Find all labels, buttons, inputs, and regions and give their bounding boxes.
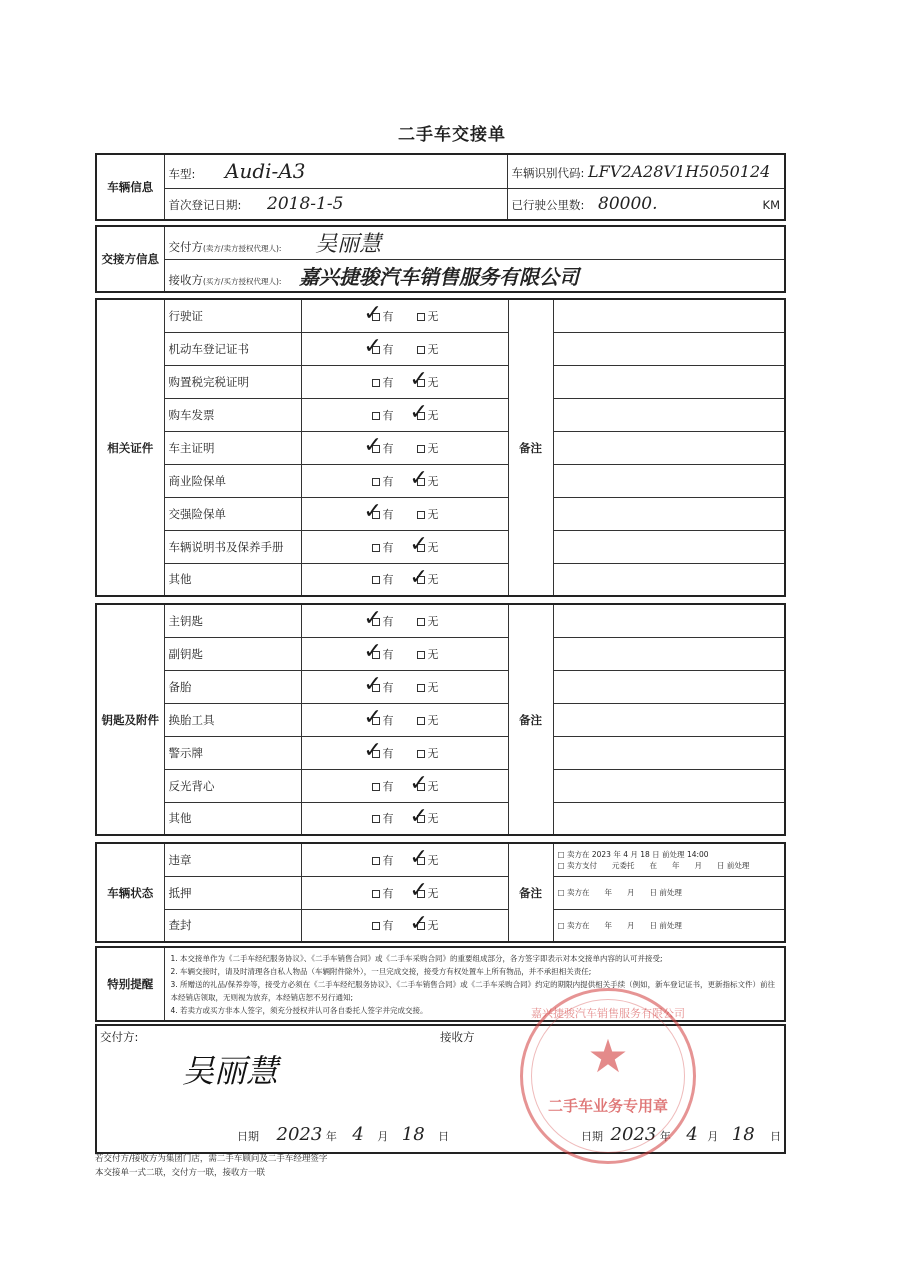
mileage-unit: KM (762, 197, 780, 212)
checklist-row (96, 431, 785, 464)
remark-header: 备注 (508, 843, 553, 942)
option-yes-label: 有 (382, 919, 394, 933)
keys-table (95, 603, 786, 836)
deliverer-sign-label: 交付方: (100, 1030, 139, 1044)
receiver-cell (164, 259, 785, 292)
option-no[interactable] (417, 440, 439, 456)
option-no[interactable] (417, 308, 439, 324)
option-no-label: 无 (427, 408, 439, 422)
notes-header: 特别提醒 (96, 947, 164, 1021)
option-no-label: 无 (427, 507, 439, 521)
status-remark-line[interactable] (553, 909, 785, 942)
handwritten-check-icon: ✓ (409, 803, 428, 829)
item-label: 其他 (164, 563, 301, 596)
option-no[interactable] (417, 613, 439, 629)
option-no-label: 无 (427, 919, 439, 933)
checkbox-icon[interactable] (372, 890, 380, 898)
yes-no-options (301, 843, 508, 876)
checklist-row (96, 802, 785, 835)
checklist-row (96, 530, 785, 563)
option-yes[interactable] (372, 810, 394, 826)
option-yes-label: 有 (382, 680, 394, 694)
checkbox-icon[interactable] (372, 857, 380, 865)
remark-field[interactable] (553, 703, 785, 736)
yes-no-options (301, 365, 508, 398)
handwritten-check-icon: ✓ (409, 531, 428, 557)
handwritten-check-icon: ✓ (363, 606, 382, 631)
item-label: 机动车登记证书 (164, 332, 301, 365)
option-yes-label: 有 (382, 886, 394, 900)
checklist-row (96, 398, 785, 431)
deliverer-note: (卖方/卖方授权代理人): (203, 244, 282, 254)
checkbox-icon[interactable] (372, 544, 380, 552)
page-title: 二手车交接单 (398, 125, 506, 145)
checkbox-icon[interactable] (372, 576, 380, 584)
item-label: 商业险保单 (164, 464, 301, 497)
option-no-label: 无 (427, 540, 439, 554)
item-label: 违章 (164, 843, 301, 876)
checklist-row (96, 299, 785, 332)
checklist-row (96, 736, 785, 769)
documents-table (95, 298, 786, 597)
date-label: 日期 (581, 1130, 603, 1143)
remark-field[interactable] (553, 464, 785, 497)
item-label: 购置税完税证明 (164, 365, 301, 398)
option-no-label: 无 (427, 886, 439, 900)
item-label: 车辆说明书及保养手册 (164, 530, 301, 563)
option-no-label: 无 (427, 375, 439, 389)
month-unit: 月 (707, 1130, 719, 1143)
option-yes-label: 有 (382, 614, 394, 628)
handwritten-check-icon: ✓ (409, 465, 428, 491)
option-no-label: 无 (427, 647, 439, 661)
note-line: 4. 若卖方或买方非本人签字，须充分授权并认可各自委托人签字并完成交接。 (170, 1005, 428, 1015)
yes-no-options (301, 497, 508, 530)
option-yes[interactable] (372, 473, 394, 489)
date-year[interactable]: 2023 (276, 1124, 323, 1145)
stamp-ring-text: 嘉兴捷骏汽车销售服务有限公司 (531, 1007, 685, 1020)
handwritten-check-icon: ✓ (363, 333, 382, 359)
year-unit: 年 (325, 1130, 337, 1143)
reg-date-cell (164, 188, 507, 220)
checkbox-icon[interactable] (372, 478, 380, 486)
checklist-row (96, 365, 785, 398)
option-no[interactable] (417, 341, 439, 357)
handwritten-check-icon: ✓ (409, 845, 428, 870)
item-label: 交强险保单 (164, 497, 301, 530)
stamp-text: 二手车业务专用章 (547, 1097, 668, 1115)
remark-field[interactable] (553, 563, 785, 596)
option-no-label: 无 (427, 309, 439, 323)
model-value[interactable]: Audi-A3 (225, 159, 306, 184)
checkbox-icon[interactable] (417, 313, 425, 321)
option-yes[interactable] (372, 407, 394, 423)
checklist-row (96, 497, 785, 530)
option-no-label: 无 (427, 474, 439, 488)
footer-note-1: 若交付方/接收方为集团门店，需二手车顾问及二手车经理签字 (95, 1154, 328, 1164)
checklist-row (96, 670, 785, 703)
option-yes-label: 有 (382, 408, 394, 422)
checkbox-icon[interactable] (372, 412, 380, 420)
checkbox-icon[interactable] (417, 346, 425, 354)
checkbox-icon[interactable] (372, 815, 380, 823)
remark-field[interactable] (553, 802, 785, 835)
day-unit: 日 (438, 1130, 450, 1143)
option-yes-label: 有 (382, 746, 394, 760)
handwritten-check-icon: ✓ (363, 737, 382, 763)
option-no-label: 无 (427, 812, 439, 826)
option-no-label: 无 (427, 779, 439, 793)
keys-header: 钥匙及附件 (96, 604, 164, 835)
deliverer-value[interactable]: 吴丽慧 (315, 232, 382, 258)
option-no-label: 无 (427, 853, 439, 867)
date-month[interactable]: 4 (352, 1124, 364, 1145)
yes-no-options (301, 299, 508, 332)
remark-header: 备注 (508, 299, 553, 596)
date-year[interactable]: 2023 (610, 1124, 657, 1145)
remark-field[interactable] (553, 769, 785, 802)
yes-no-options (301, 431, 508, 464)
status-remark-line[interactable] (553, 876, 785, 909)
deliverer-date (237, 1124, 449, 1145)
remark-field[interactable] (553, 497, 785, 530)
checklist-row (96, 769, 785, 802)
item-label: 副钥匙 (164, 637, 301, 670)
option-yes[interactable] (372, 852, 394, 868)
mileage-cell (507, 188, 785, 220)
month-unit: 月 (377, 1130, 389, 1143)
option-yes-label: 有 (382, 812, 394, 826)
option-yes[interactable] (372, 778, 394, 794)
checklist-row (96, 703, 785, 736)
footer-note-2: 本交接单一式二联，交付方一联，接收方一联 (95, 1168, 266, 1178)
handwritten-check-icon: ✓ (363, 671, 382, 697)
receiver-note: (买方/买方授权代理人): (203, 276, 282, 286)
remark-field[interactable] (553, 637, 785, 670)
option-no-label: 无 (427, 713, 439, 727)
handwritten-check-icon: ✓ (409, 910, 428, 936)
handwritten-check-icon: ✓ (363, 638, 382, 664)
date-day[interactable]: 18 (401, 1124, 425, 1145)
deliverer-label: 交付方 (168, 240, 203, 255)
checkbox-icon[interactable] (417, 511, 425, 519)
item-label: 换胎工具 (164, 703, 301, 736)
checkbox-icon[interactable] (417, 651, 425, 659)
yes-no-options (301, 909, 508, 942)
item-label: 抵押 (164, 876, 301, 909)
option-yes[interactable] (372, 917, 394, 933)
yes-no-options (301, 604, 508, 637)
company-stamp (520, 988, 696, 1164)
model-label: 车型: (168, 167, 196, 182)
remark-field[interactable] (553, 736, 785, 769)
option-yes-label: 有 (382, 540, 394, 554)
date-month[interactable]: 4 (686, 1124, 698, 1145)
option-yes-label: 有 (382, 342, 394, 356)
yes-no-options (301, 703, 508, 736)
stamp-star-icon: ★ (587, 1029, 629, 1083)
option-no-label: 无 (427, 573, 439, 587)
handwritten-check-icon: ✓ (363, 498, 382, 524)
checkbox-icon[interactable] (417, 684, 425, 692)
handwritten-check-icon: ✓ (409, 877, 428, 903)
yes-no-options (301, 802, 508, 835)
remark-field[interactable] (553, 530, 785, 563)
option-yes[interactable] (372, 374, 394, 390)
deliverer-cell (164, 226, 785, 259)
receiver-value[interactable]: 嘉兴捷骏汽车销售服务有限公司 (299, 264, 580, 289)
remark-field[interactable] (553, 299, 785, 332)
vin-value[interactable]: LFV2A28V1H5050124 (588, 161, 771, 181)
note-line: 1. 本交接单作为《二手车经纪服务协议》、《二手车销售合同》或《二手车采购合同》的重要组成部分，各方签字即表示对本交接单内容的认可并接受; (170, 953, 663, 963)
item-label: 主钥匙 (164, 604, 301, 637)
remark-field[interactable] (553, 332, 785, 365)
checkbox-icon[interactable] (372, 379, 380, 387)
remark-header: 备注 (508, 604, 553, 835)
option-yes-label: 有 (382, 507, 394, 521)
parties-table (95, 225, 786, 293)
option-yes-label: 有 (382, 853, 394, 867)
checkbox-icon[interactable] (417, 717, 425, 725)
yes-no-options (301, 530, 508, 563)
vehicle-info-table (95, 153, 786, 221)
option-no-label: 无 (427, 441, 439, 455)
yes-no-options (301, 332, 508, 365)
yes-no-options (301, 670, 508, 703)
checkbox-icon[interactable] (372, 922, 380, 930)
option-yes-label: 有 (382, 474, 394, 488)
checklist-row (96, 637, 785, 670)
option-yes[interactable] (372, 539, 394, 555)
model-cell (164, 154, 507, 188)
option-no[interactable] (417, 679, 439, 695)
status-header: 车辆状态 (96, 843, 164, 942)
handwritten-check-icon: ✓ (409, 366, 428, 392)
item-label: 查封 (164, 909, 301, 942)
item-label: 警示牌 (164, 736, 301, 769)
item-label: 备胎 (164, 670, 301, 703)
yes-no-options (301, 769, 508, 802)
day-unit: 日 (770, 1130, 782, 1143)
vehicle-info-header: 车辆信息 (96, 154, 164, 220)
handwritten-check-icon: ✓ (409, 399, 428, 425)
yes-no-options (301, 563, 508, 596)
checklist-row (96, 464, 785, 497)
note-line: 2. 车辆交接时，请及时清理各自私人物品（车辆附件除外），一旦完成交接，接受方有权处置车上所有物品，并不承担相关责任; (170, 966, 592, 976)
remark-field[interactable] (553, 398, 785, 431)
receiver-sign-label: 接收方 (440, 1030, 475, 1044)
checklist-row (96, 909, 785, 942)
reg-date-value[interactable]: 2018-1-5 (267, 193, 344, 214)
handwritten-check-icon: ✓ (409, 770, 428, 796)
remark-field[interactable] (553, 604, 785, 637)
vin-cell (507, 154, 785, 188)
vin-label: 车辆识别代码: (511, 165, 585, 180)
yes-no-options (301, 398, 508, 431)
option-yes-label: 有 (382, 309, 394, 323)
item-label: 车主证明 (164, 431, 301, 464)
handwritten-check-icon: ✓ (363, 432, 382, 458)
date-label: 日期 (237, 1130, 259, 1143)
status-table (95, 842, 786, 943)
option-no-label: 无 (427, 342, 439, 356)
option-yes-label: 有 (382, 441, 394, 455)
date-day[interactable]: 18 (731, 1124, 755, 1145)
reg-date-label: 首次登记日期: (168, 197, 242, 212)
documents-header: 相关证件 (96, 299, 164, 596)
checkbox-icon[interactable] (417, 750, 425, 758)
status-remark-line[interactable] (553, 843, 785, 876)
option-no[interactable] (417, 712, 439, 728)
note-line: 3. 所赠送的礼品/保养券等，接受方必须在《二手车经纪服务协议》、《二手车销售合同》或《二手车采购合同》约定的期限内提供相关手续（例如，新车登记证书，更新指标文件）前往本经销店领取，无则视为放弃，本经销店恕不另行通知; (170, 979, 776, 1002)
remark-field[interactable] (553, 670, 785, 703)
option-no[interactable] (417, 745, 439, 761)
parties-header: 交接方信息 (96, 226, 164, 292)
checklist-row (96, 843, 785, 876)
receiver-label: 接收方 (168, 272, 203, 287)
option-no-label: 无 (427, 680, 439, 694)
option-yes-label: 有 (382, 713, 394, 727)
yes-no-options (301, 736, 508, 769)
handwritten-check-icon: ✓ (363, 704, 382, 730)
checklist-row (96, 876, 785, 909)
checkbox-icon[interactable] (372, 783, 380, 791)
option-no[interactable] (417, 506, 439, 522)
remark-field[interactable] (553, 365, 785, 398)
yes-no-options (301, 637, 508, 670)
status-remark-text: □ 卖方支付 元委托 在 年 月 日 前处理 (557, 860, 750, 870)
item-label: 行驶证 (164, 299, 301, 332)
year-unit: 年 (659, 1130, 671, 1143)
mileage-value[interactable]: 80000. (598, 193, 658, 214)
status-remark-text: □ 卖方在 年 月 日 前处理 (557, 920, 682, 930)
option-no-label: 无 (427, 614, 439, 628)
handwritten-check-icon: ✓ (363, 301, 382, 326)
remark-field[interactable] (553, 431, 785, 464)
option-no[interactable] (417, 646, 439, 662)
status-remark-text: □ 卖方在 年 月 日 前处理 (557, 888, 682, 897)
checklist-row (96, 563, 785, 596)
status-remark-text: □ 卖方在 2023 年 4 月 18 日 前处理 14:00 (557, 849, 709, 859)
handwritten-check-icon: ✓ (409, 564, 428, 590)
option-no-label: 无 (427, 746, 439, 760)
checkbox-icon[interactable] (417, 445, 425, 453)
option-yes-label: 有 (382, 573, 394, 587)
option-yes[interactable] (372, 571, 394, 587)
item-label: 反光背心 (164, 769, 301, 802)
deliverer-signature[interactable]: 吴丽慧 (182, 1052, 279, 1090)
item-label: 其他 (164, 802, 301, 835)
item-label: 购车发票 (164, 398, 301, 431)
checklist-row (96, 604, 785, 637)
option-yes-label: 有 (382, 779, 394, 793)
mileage-label: 已行驶公里数: (511, 197, 585, 212)
checkbox-icon[interactable] (417, 618, 425, 626)
yes-no-options (301, 464, 508, 497)
yes-no-options (301, 876, 508, 909)
option-yes-label: 有 (382, 647, 394, 661)
checklist-row (96, 332, 785, 365)
option-yes-label: 有 (382, 375, 394, 389)
option-yes[interactable] (372, 885, 394, 901)
